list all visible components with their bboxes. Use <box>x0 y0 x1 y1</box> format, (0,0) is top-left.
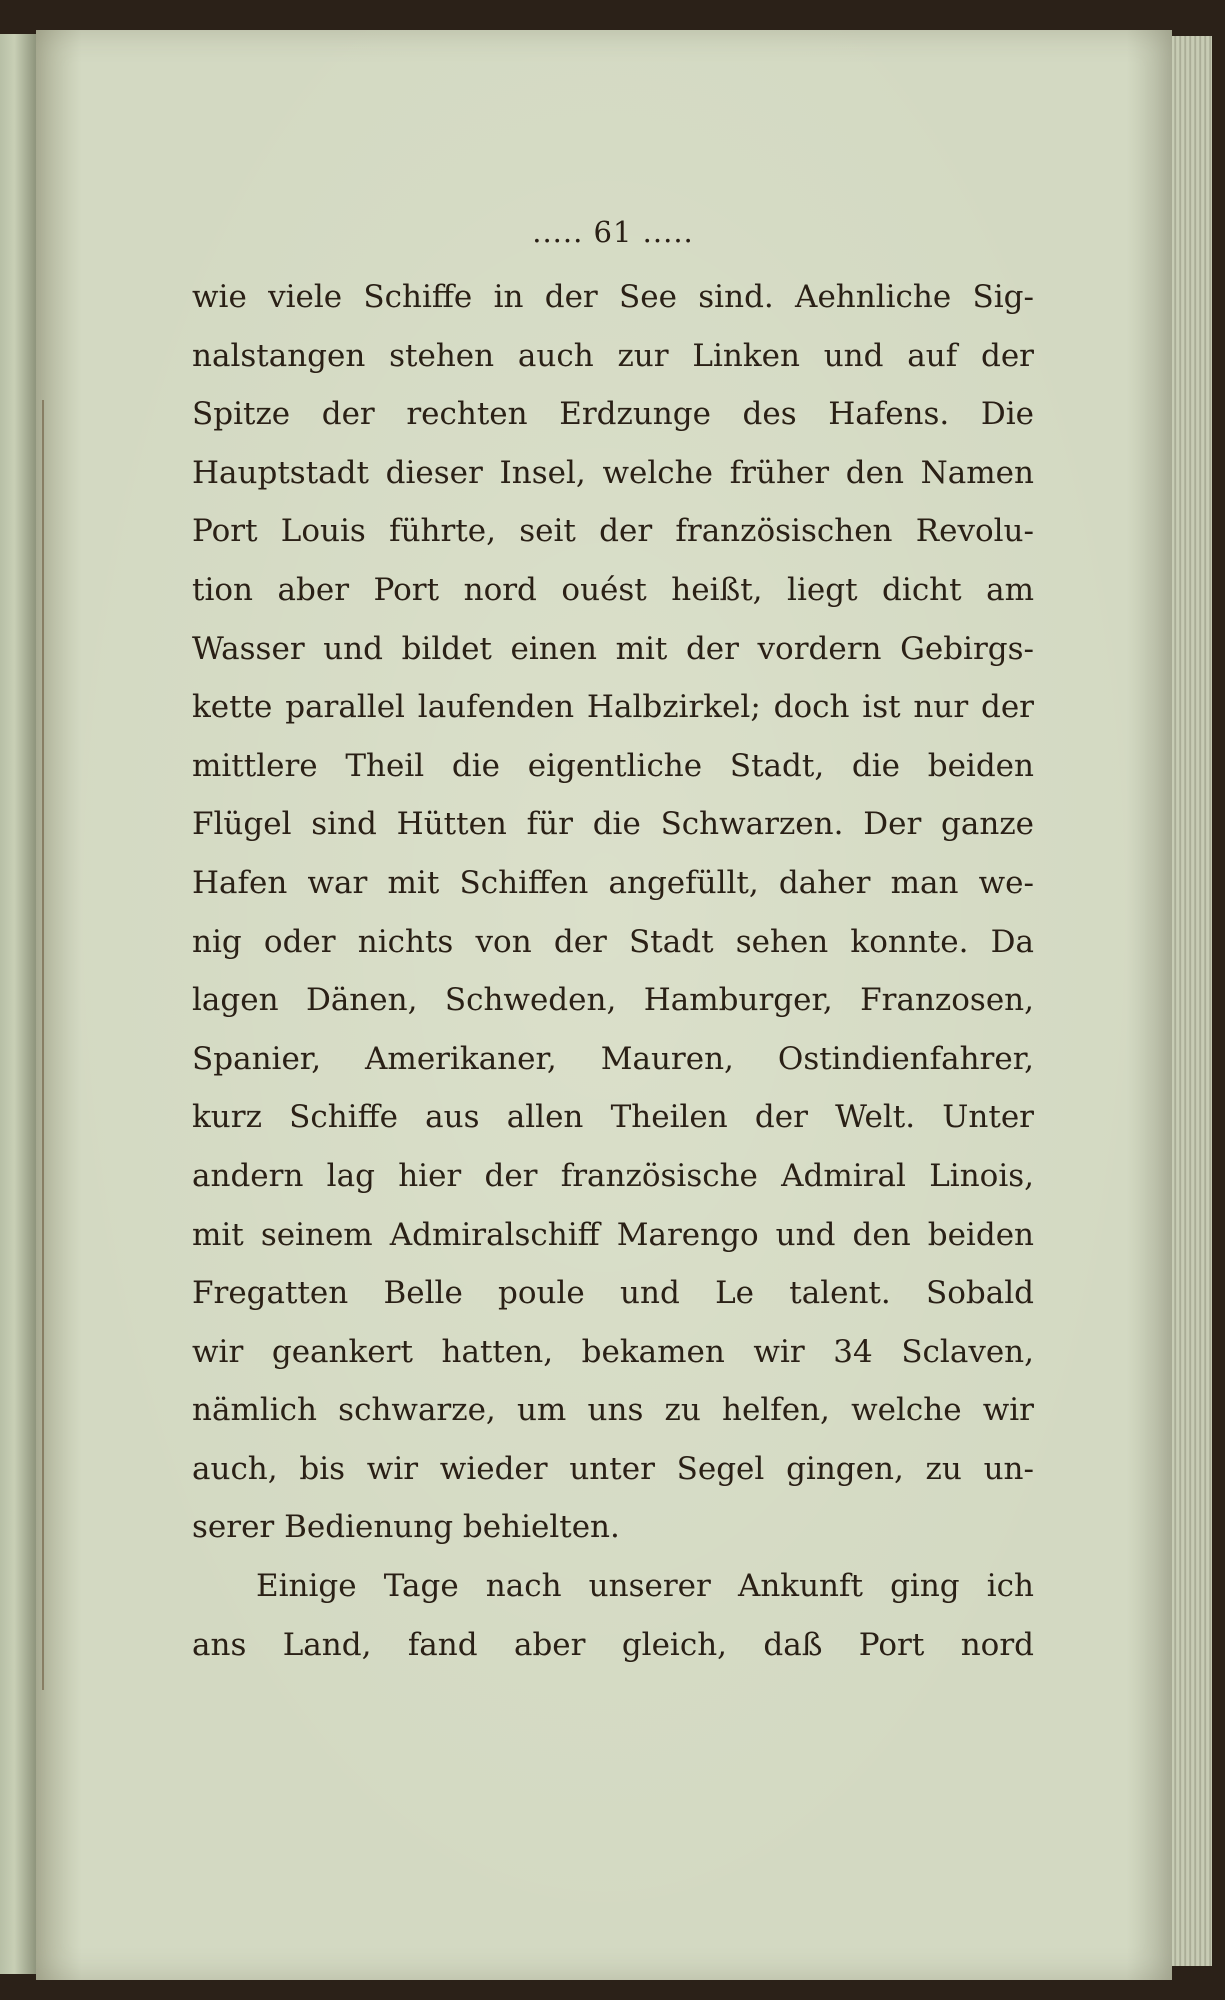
facing-page-edge <box>0 34 36 1974</box>
text-line: auch, bis wir wieder unter Segel gingen, zu un- <box>192 1450 1034 1487</box>
text-line: serer Bedienung behielten. <box>192 1509 620 1546</box>
text-line: nämlich schwarze, um uns zu helfen, welche wir <box>192 1392 1034 1429</box>
text-line: ans Land, fand aber gleich, daß Port nord <box>192 1626 1034 1663</box>
page-stack-edge <box>1172 36 1212 1966</box>
text-line: wir geankert hatten, bekamen wir 34 Sclaven, <box>192 1333 1034 1370</box>
text-line: nig oder nichts von der Stadt sehen konnte. Da <box>192 923 1034 960</box>
text-line: kurz Schiffe aus allen Theilen der Welt. Unter <box>192 1099 1034 1136</box>
page-text <box>192 210 1034 1674</box>
text-line: tion aber Port nord ouést heißt, liegt dicht am <box>192 571 1034 608</box>
text-line: andern lag hier der französische Admiral Linois, <box>192 1157 1034 1194</box>
text-line: Flügel sind Hütten für die Schwarzen. Der ganze <box>192 806 1034 843</box>
text-line: kette parallel laufenden Halbzirkel; doch ist nur der <box>192 689 1034 726</box>
text-line: lagen Dänen, Schweden, Hamburger, Franzosen, <box>192 982 1034 1019</box>
binding-thread <box>42 400 44 1690</box>
text-line: Port Louis führte, seit der französischen Revolu- <box>192 513 1034 550</box>
text-line: Fregatten Belle poule und Le talent. Sobald <box>192 1275 1034 1312</box>
page-number: ..... 61 ..... <box>532 215 694 249</box>
text-line: Hauptstadt dieser Insel, welche früher den Namen <box>192 454 1034 491</box>
text-line: mittlere Theil die eigentliche Stadt, die beiden <box>192 747 1034 784</box>
text-line: Spitze der rechten Erdzunge des Hafens. Die <box>192 396 1034 433</box>
text-line: nalstangen stehen auch zur Linken und auf der <box>192 337 1034 374</box>
text-line: wie viele Schiffe in der See sind. Aehnliche Sig- <box>192 279 1034 315</box>
text-line: Wasser und bildet einen mit der vordern Gebirgs- <box>192 630 1034 667</box>
text-line: Spanier, Amerikaner, Mauren, Ostindienfahrer, <box>192 1040 1034 1077</box>
text-line: Einige Tage nach unserer Ankunft ging ich <box>256 1568 1034 1605</box>
text-line: mit seinem Admiralschiff Marengo und den beiden <box>192 1216 1034 1253</box>
text-line: Hafen war mit Schiffen angefüllt, daher man we- <box>192 864 1034 901</box>
